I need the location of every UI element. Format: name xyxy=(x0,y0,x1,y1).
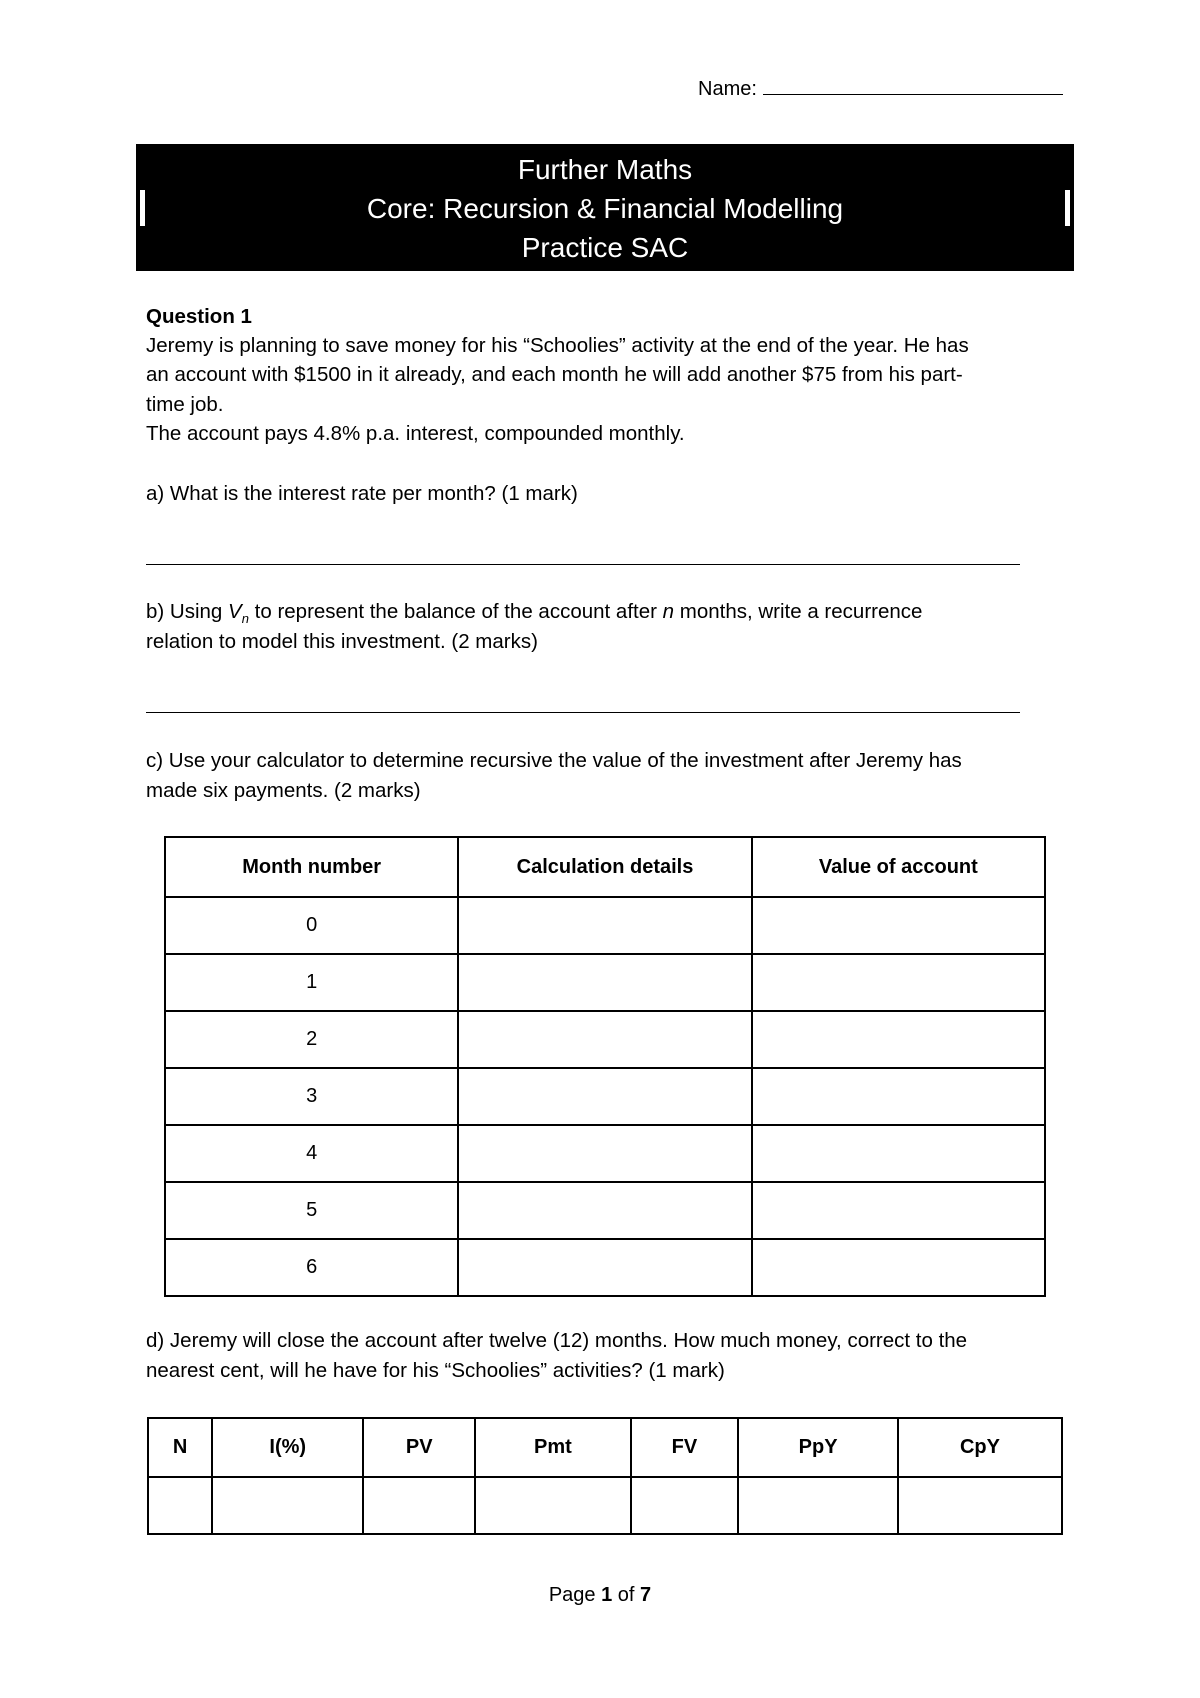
question-heading: Question 1 xyxy=(146,305,252,328)
table-row xyxy=(148,1477,1062,1534)
table-row xyxy=(165,1239,1045,1296)
value-cell[interactable] xyxy=(752,1125,1045,1182)
recursion-table xyxy=(164,836,1046,1297)
header-month-number: Month number xyxy=(165,837,458,897)
month-cell: 2 xyxy=(165,1011,458,1068)
page-total: 7 xyxy=(640,1584,652,1606)
tvm-table xyxy=(147,1417,1063,1535)
question-intro-line-2: an account with $1500 in it already, and each month he will add another $75 from his part- xyxy=(146,363,963,386)
pv-answer-cell[interactable] xyxy=(363,1477,475,1534)
banner-assessment: Practice SAC xyxy=(521,232,689,263)
table-row xyxy=(165,1068,1045,1125)
month-cell: 3 xyxy=(165,1068,458,1125)
header-pmt: Pmt xyxy=(475,1418,630,1477)
header-pv: PV xyxy=(363,1418,475,1477)
header-cpy: CpY xyxy=(898,1418,1062,1477)
header-interest: I(%) xyxy=(212,1418,363,1477)
tvm-table-header xyxy=(148,1418,1062,1477)
fv-answer-cell[interactable] xyxy=(631,1477,739,1534)
calculation-cell[interactable] xyxy=(458,1011,751,1068)
part-c-line-2: made six payments. (2 marks) xyxy=(146,779,421,802)
month-cell: 4 xyxy=(165,1125,458,1182)
month-cell: 5 xyxy=(165,1182,458,1239)
question-intro-line-4: The account pays 4.8% p.a. interest, compounded monthly. xyxy=(146,422,685,445)
page-word: Page xyxy=(548,1584,596,1606)
part-c-line-1: c) Use your calculator to determine recursive the value of the investment after Jeremy has xyxy=(146,749,962,772)
calculation-cell[interactable] xyxy=(458,1068,751,1125)
header-fv: FV xyxy=(631,1418,739,1477)
value-cell[interactable] xyxy=(752,897,1045,954)
question-intro-line-3: time job. xyxy=(146,393,224,416)
part-b-answer-line[interactable] xyxy=(146,712,1020,713)
page-number: 1 xyxy=(601,1584,613,1606)
value-cell[interactable] xyxy=(752,1239,1045,1296)
calculation-cell[interactable] xyxy=(458,1239,751,1296)
part-b-line-2: relation to model this investment. (2 marks) xyxy=(146,630,538,653)
calculation-cell[interactable] xyxy=(458,1125,751,1182)
table-row xyxy=(165,1182,1045,1239)
part-d-line-2: nearest cent, will he have for his “Schoolies” activities? (1 mark) xyxy=(146,1359,725,1382)
table-row xyxy=(165,954,1045,1011)
table-row xyxy=(165,897,1045,954)
question-intro-line-1: Jeremy is planning to save money for his “Schoolies” activity at the end of the year. He has xyxy=(146,334,969,357)
ppy-answer-cell[interactable] xyxy=(738,1477,898,1534)
name-field-label xyxy=(698,76,1063,101)
banner-topic: Core: Recursion & Financial Modelling xyxy=(366,193,844,224)
title-banner xyxy=(136,144,1074,271)
calculation-cell[interactable] xyxy=(458,1182,751,1239)
cpy-answer-cell[interactable] xyxy=(898,1477,1062,1534)
header-n: N xyxy=(148,1418,212,1477)
value-cell[interactable] xyxy=(752,1182,1045,1239)
value-cell[interactable] xyxy=(752,954,1045,1011)
part-a-answer-line[interactable] xyxy=(146,564,1020,565)
recursion-table-header xyxy=(165,837,1045,897)
month-cell: 0 xyxy=(165,897,458,954)
calculation-cell[interactable] xyxy=(458,897,751,954)
header-calculation-details: Calculation details xyxy=(458,837,751,897)
table-row xyxy=(165,1011,1045,1068)
interest-answer-cell[interactable] xyxy=(212,1477,363,1534)
part-b-line-1: b) Using $V_n$ to represent the balance of the account after n months, write a recurrence xyxy=(146,600,923,627)
name-blank-line[interactable] xyxy=(763,76,1063,95)
part-d-line-1: d) Jeremy will close the account after twelve (12) months. How much money, correct to the xyxy=(146,1329,968,1352)
page-footer xyxy=(0,1584,1200,1607)
n-answer-cell[interactable] xyxy=(148,1477,212,1534)
value-cell[interactable] xyxy=(752,1011,1045,1068)
value-cell[interactable] xyxy=(752,1068,1045,1125)
calculation-cell[interactable] xyxy=(458,954,751,1011)
header-value-of-account: Value of account xyxy=(752,837,1045,897)
of-word: of xyxy=(617,1584,635,1606)
month-cell: 1 xyxy=(165,954,458,1011)
header-ppy: PpY xyxy=(738,1418,898,1477)
part-a-text: a) What is the interest rate per month? (1 mark) xyxy=(146,482,578,505)
pmt-answer-cell[interactable] xyxy=(475,1477,630,1534)
banner-subject: Further Maths xyxy=(517,154,693,185)
month-cell: 6 xyxy=(165,1239,458,1296)
name-label: Name: xyxy=(698,78,757,100)
table-row xyxy=(165,1125,1045,1182)
